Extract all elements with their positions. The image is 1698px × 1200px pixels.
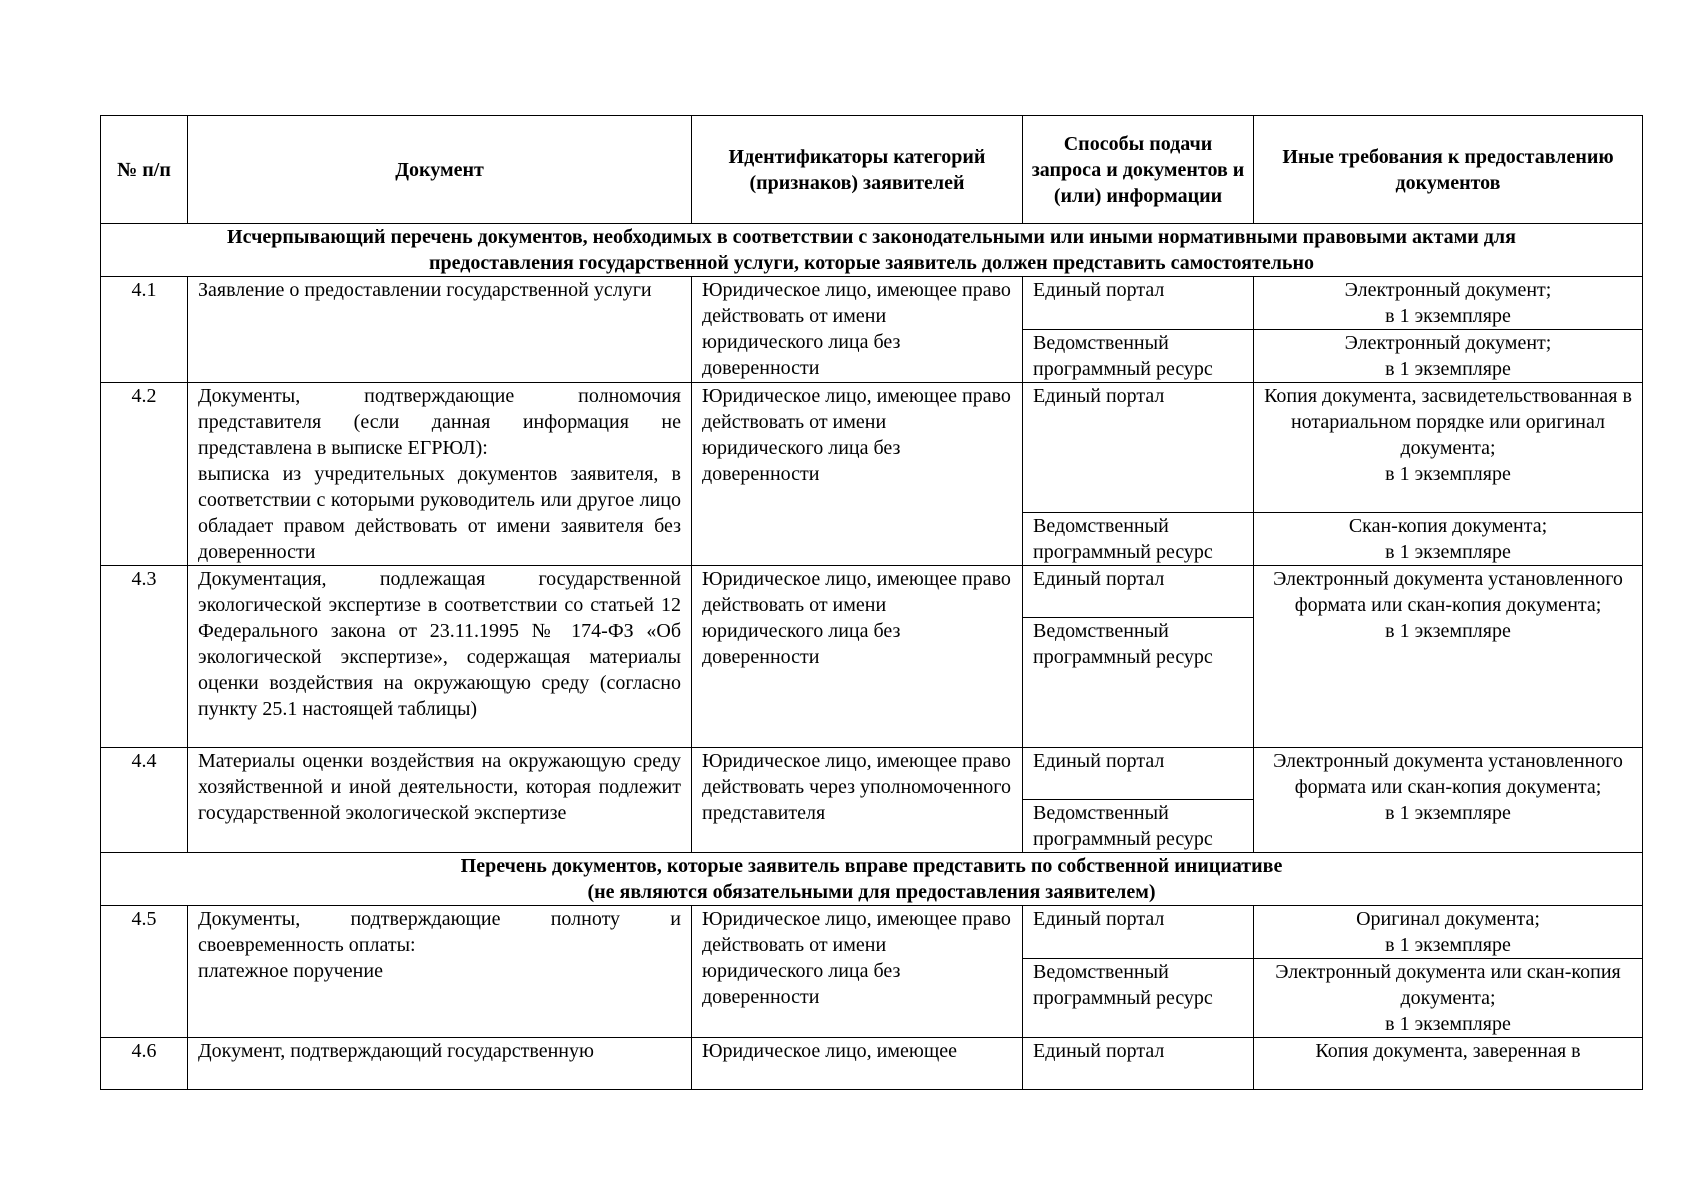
row-requirements: Копия документа, заверенная в — [1254, 1038, 1643, 1090]
document-paragraph: платежное поручение — [198, 960, 383, 982]
requirement-line: в 1 экземпляре — [1385, 305, 1511, 327]
row-document: Материалы оценки воздействия на окружающую среду хозяйственной и иной деятельности, которая подлежит государственной экологической экспертизе — [188, 748, 692, 853]
row-requirements — [1254, 330, 1643, 383]
row-method: Ведомственный программный ресурс — [1023, 959, 1254, 1038]
table-header-row — [101, 116, 1643, 224]
row-method: Единый портал — [1023, 566, 1254, 618]
requirement-line: в 1 экземпляре — [1385, 934, 1511, 956]
requirement-line: Электронный документ; — [1344, 332, 1552, 354]
row-document — [188, 383, 692, 566]
row-number: 4.2 — [101, 383, 188, 566]
requirement-line: Электронный документа установленного формата или скан-копия документа; — [1273, 568, 1623, 616]
row-number: 4.1 — [101, 277, 188, 383]
section-heading-line: Перечень документов, которые заявитель вправе представить по собственной инициативе — [460, 855, 1283, 877]
row-method: Ведомственный программный ресурс — [1023, 618, 1254, 748]
row-document: Заявление о предоставлении государственной услуги — [188, 277, 692, 383]
row-method: Единый портал — [1023, 748, 1254, 800]
section-heading-line: (не являются обязательными для предоставления заявителем) — [587, 881, 1156, 903]
requirement-line: Электронный документ; — [1344, 279, 1552, 301]
row-requirements — [1254, 566, 1643, 748]
row-document: Документация, подлежащая государственной экологической экспертизе в соответствии со статьей 12 Федерального закона от 23.11.1995 № 174-ФЗ «Об экологической экспертизе», содержащая материалы оценки воздействия на окружающую среду (согласно пункту 25.1 настоящей таблицы) — [188, 566, 692, 748]
requirement-line: в 1 экземпляре — [1385, 802, 1511, 824]
table-row — [101, 566, 1643, 618]
row-identifiers: Юридическое лицо, имеющее право действовать через уполномоченного представителя — [692, 748, 1023, 853]
requirement-line: Оригинал документа; — [1356, 908, 1540, 930]
section-heading-line: Исчерпывающий перечень документов, необходимых в соответствии с законодательными или иными нормативными правовыми актами для — [227, 226, 1516, 248]
row-requirements — [1254, 383, 1643, 513]
requirement-line: в 1 экземпляре — [1385, 463, 1511, 485]
row-identifiers: Юридическое лицо, имеющее — [692, 1038, 1023, 1090]
document-paragraph: Документы, подтверждающие полноту и своевременность оплаты: — [198, 908, 681, 956]
row-method: Единый портал — [1023, 1038, 1254, 1090]
table-row — [101, 1038, 1643, 1090]
row-method: Единый портал — [1023, 383, 1254, 513]
section-heading — [101, 853, 1643, 906]
requirement-line: в 1 экземпляре — [1385, 358, 1511, 380]
document-paragraph: выписка из учредительных документов заявителя, в соответствии с которыми руководитель или другое лицо обладает правом действовать от имени заявителя без доверенности — [198, 463, 681, 563]
table-row — [101, 748, 1643, 800]
requirement-line: в 1 экземпляре — [1385, 1013, 1511, 1035]
row-identifiers: Юридическое лицо, имеющее право действовать от имени юридического лица без доверенности — [692, 906, 1023, 1038]
row-identifiers: Юридическое лицо, имеющее право действовать от имени юридического лица без доверенности — [692, 566, 1023, 748]
requirement-line: Электронный документа установленного формата или скан-копия документа; — [1273, 750, 1623, 798]
header-methods: Способы подачи запроса и документов и (или) информации — [1023, 116, 1254, 224]
row-method: Ведомственный программный ресурс — [1023, 800, 1254, 853]
row-requirements — [1254, 513, 1643, 566]
documents-table — [100, 115, 1643, 1090]
requirement-line: в 1 экземпляре — [1385, 541, 1511, 563]
row-number: 4.6 — [101, 1038, 188, 1090]
requirement-line: в 1 экземпляре — [1385, 620, 1511, 642]
section-row — [101, 224, 1643, 277]
row-identifiers: Юридическое лицо, имеющее право действовать от имени юридического лица без доверенности — [692, 383, 1023, 566]
requirement-line: Скан-копия документа; — [1348, 515, 1548, 537]
header-requirements: Иные требования к предоставлению документов — [1254, 116, 1643, 224]
header-identifiers: Идентификаторы категорий (признаков) заявителей — [692, 116, 1023, 224]
section-heading — [101, 224, 1643, 277]
row-requirements — [1254, 748, 1643, 853]
table-row — [101, 383, 1643, 513]
requirement-line: Электронный документа или скан-копия документа; — [1275, 961, 1621, 1009]
row-method: Единый портал — [1023, 906, 1254, 959]
row-document — [188, 906, 692, 1038]
row-number: 4.5 — [101, 906, 188, 1038]
document-paragraph: Документы, подтверждающие полномочия представителя (если данная информация не представлена в выписке ЕГРЮЛ): — [198, 385, 681, 459]
requirement-line: Копия документа, засвидетельствованная в нотариальном порядке или оригинал документа; — [1264, 385, 1632, 459]
section-heading-line: предоставления государственной услуги, которые заявитель должен представить самостоятельно — [428, 252, 1315, 274]
row-document: Документ, подтверждающий государственную — [188, 1038, 692, 1090]
row-method: Ведомственный программный ресурс — [1023, 330, 1254, 383]
table-row — [101, 277, 1643, 330]
row-number: 4.4 — [101, 748, 188, 853]
header-document: Документ — [188, 116, 692, 224]
row-identifiers: Юридическое лицо, имеющее право действовать от имени юридического лица без доверенности — [692, 277, 1023, 383]
row-method: Ведомственный программный ресурс — [1023, 513, 1254, 566]
section-row — [101, 853, 1643, 906]
table-row — [101, 906, 1643, 959]
row-requirements — [1254, 277, 1643, 330]
header-num: № п/п — [101, 116, 188, 224]
row-number: 4.3 — [101, 566, 188, 748]
row-requirements — [1254, 906, 1643, 959]
row-method: Единый портал — [1023, 277, 1254, 330]
row-requirements — [1254, 959, 1643, 1038]
